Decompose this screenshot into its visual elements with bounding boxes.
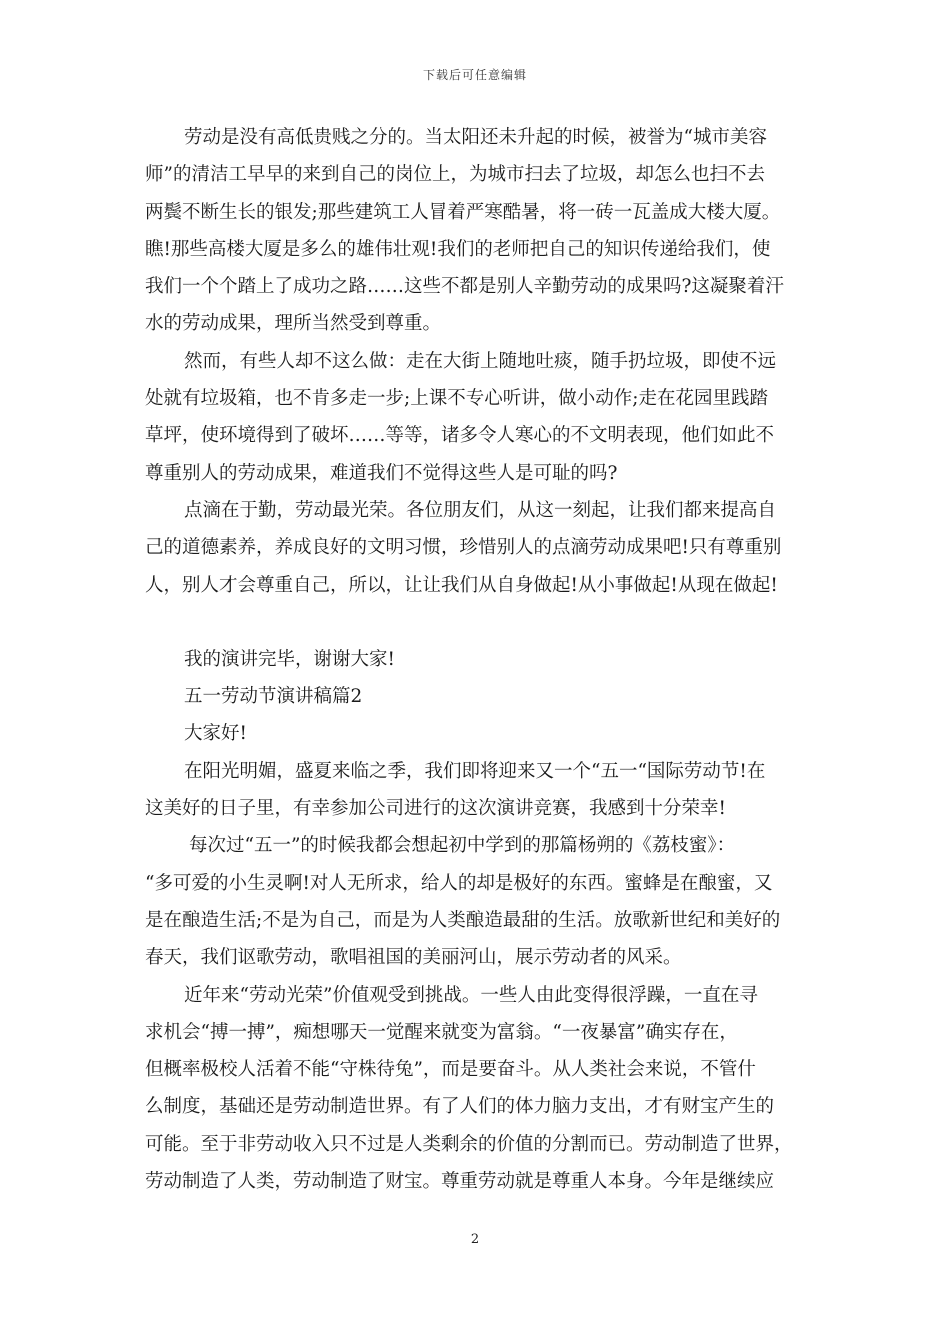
blank-line — [145, 604, 807, 641]
section-title: 五一劳动节演讲稿篇2 — [184, 686, 363, 708]
paragraph — [145, 492, 807, 604]
text-line: 两鬓不断生长的银发;那些建筑工人冒着严寒酷暑，将一砖一瓦盖成大楼大厦。 — [145, 201, 781, 223]
text-line: 草坪，使环境得到了破坏……等等，诸多令人寒心的不文明表现，他们如此不 — [145, 425, 775, 447]
text-line: 尊重别人的劳动成果，难道我们不觉得这些人是可耻的吗? — [145, 462, 618, 484]
paragraph — [145, 827, 807, 976]
greeting-line: 大家好! — [184, 723, 247, 745]
text-line: 在阳光明媚，盛夏来临之季，我们即将迎来又一个“五一“国际劳动节!在 — [184, 760, 766, 782]
text-line: 每次过“五一”的时候我都会想起初中学到的那篇杨朔的《荔枝蜜》： — [189, 835, 736, 857]
text-line: 水的劳动成果，理所当然受到尊重。 — [145, 313, 442, 335]
text-line: 是在酿造生活;不是为自己，而是为人类酿造最甜的生活。放歌新世纪和美好的 — [145, 909, 781, 931]
closing-line: 我的演讲完毕，谢谢大家! — [184, 648, 395, 670]
text-line: 春天，我们讴歌劳动，歌唱祖国的美丽河山，展示劳动者的风采。 — [145, 947, 682, 969]
page-header: 下载后可任意编辑 — [422, 68, 527, 82]
text-line: 劳动制造了人类，劳动制造了财宝。尊重劳动就是尊重人本身。今年是继续应 — [145, 1171, 775, 1193]
text-line: 近年来“劳动光荣”价值观受到挑战。一些人由此变得很浮躁，一直在寻 — [184, 984, 758, 1006]
text-line: 可能。至于非劳动收入只不过是人类剩余的价值的分割而已。劳动制造了世界， — [145, 1133, 793, 1155]
text-line: “多可爱的小生灵啊!对人无所求，给人的却是极好的东西。蜜蜂是在酿蜜，又 — [145, 872, 773, 894]
text-line: 师”的清洁工早早的来到自己的岗位上，为城市扫去了垃圾，却怎么也扫不去 — [145, 164, 765, 186]
text-line: 处就有垃圾箱，也不肯多走一步;上课不专心听讲，做小动作;走在花园里践踏 — [145, 388, 768, 410]
text-line: 然而，有些人却不这么做：走在大街上随地吐痰，随手扔垃圾，即使不远 — [184, 350, 777, 372]
text-line: 么制度，基础还是劳动制造世界。有了人们的体力脑力支出，才有财宝产生的 — [145, 1096, 775, 1118]
paragraph — [145, 119, 807, 343]
text-line: 己的道德素养，养成良好的文明习惯，珍惜别人的点滴劳动成果吧!只有尊重别 — [145, 537, 782, 559]
paragraph — [145, 977, 807, 1201]
text-line: 人，别人才会尊重自己，所以，让让我们从自身做起!从小事做起!从现在做起! — [145, 574, 778, 596]
text-line: 点滴在于勤，劳动最光荣。各位朋友们，从这一刻起，让我们都来提高自 — [184, 499, 777, 521]
text-line: 求机会“搏一搏”，痴想哪天一觉醒来就变为富翁。“一夜暴富”确实存在， — [145, 1021, 738, 1043]
text-line: 但概率极校人活着不能“守株待兔”，而是要奋斗。从人类社会来说，不管什 — [145, 1059, 756, 1081]
paragraph — [145, 753, 807, 828]
text-line: 劳动是没有高低贵贱之分的。当太阳还未升起的时候，被誉为“城市美容 — [184, 127, 767, 148]
text-line: 我们一个个踏上了成功之路……这些不都是别人辛勤劳动的成果吗?这凝聚着汗 — [145, 276, 784, 298]
text-line: 这美好的日子里，有幸参加公司进行的这次演讲竞赛，我感到十分荣幸! — [145, 798, 726, 820]
page-number: 2 — [470, 1232, 480, 1247]
paragraph — [145, 343, 807, 492]
document-body — [145, 119, 807, 1200]
text-line: 瞧!那些高楼大厦是多么的雄伟壮观!我们的老师把自己的知识传递给我们，使 — [145, 238, 771, 260]
